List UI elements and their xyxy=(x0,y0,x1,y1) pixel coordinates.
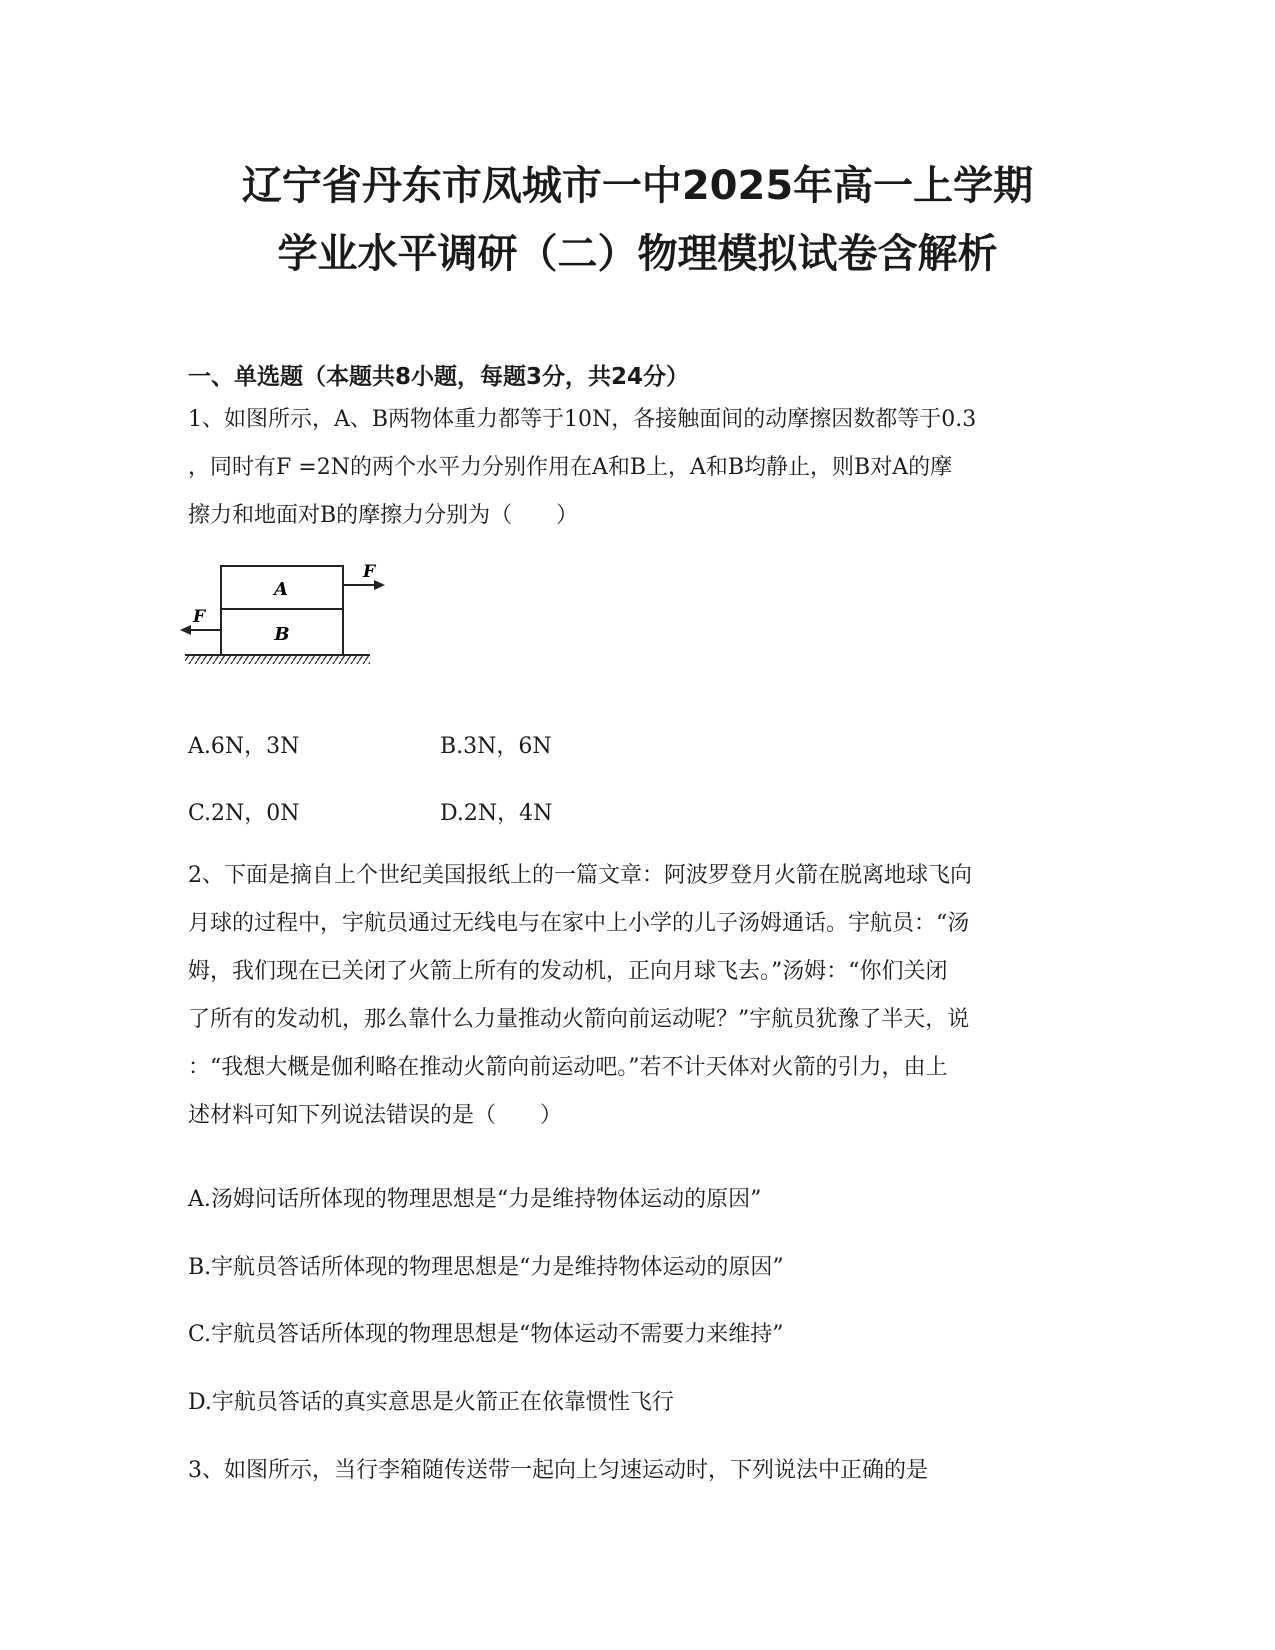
ground-hatching xyxy=(185,656,370,664)
q2-option-d: D.宇航员答话的真实意思是火箭正在依靠惯性飞行 xyxy=(188,1390,674,1415)
q2-line-5: ：“我想大概是伽利略在推动火箭向前运动吧。”若不计天体对火箭的引力，由上 xyxy=(188,1055,948,1080)
label-a: A xyxy=(274,579,288,600)
q1-line-2: ，同时有F =2N的两个水平力分别作用在A和B上，A和B均静止，则B对A的摩 xyxy=(188,455,953,480)
label-f-right: F xyxy=(362,562,376,582)
q1-option-c: C.2N，0N xyxy=(188,801,300,826)
q2-option-c: C.宇航员答话所体现的物理思想是“物体运动不需要力来维持” xyxy=(188,1322,784,1347)
q2-line-3: 姆，我们现在已关闭了火箭上所有的发动机，正向月球飞去。”汤姆：“你们关闭 xyxy=(188,959,948,984)
q1-line-3: 擦力和地面对B的摩擦力分别为（ ） xyxy=(188,503,579,528)
label-b: B xyxy=(274,624,290,645)
q2-line-6: 述材料可知下列说法错误的是（ ） xyxy=(188,1103,563,1128)
q2-line-2: 月球的过程中，宇航员通过无线电与在家中上小学的儿子汤姆通话。宇航员：“汤 xyxy=(188,911,970,936)
force-arrow-left-head xyxy=(180,625,191,635)
q1-option-b: B.3N，6N xyxy=(440,734,552,759)
q2-option-a: A.汤姆问话所体现的物理思想是“力是维持物体运动的原因” xyxy=(188,1187,762,1212)
title-line-1: 辽宁省丹东市凤城市一中2025年高一上学期 xyxy=(241,163,1034,209)
label-f-left: F xyxy=(192,607,206,627)
title-line-2: 学业水平调研（二）物理模拟试卷含解析 xyxy=(277,231,998,277)
q2-line-4: 了所有的发动机，那么靠什么力量推动火箭向前运动呢？”宇航员犹豫了半天，说 xyxy=(188,1007,970,1032)
question-1-text xyxy=(188,396,1088,540)
section-heading: 一、单选题（本题共8小题，每题3分，共24分） xyxy=(188,364,690,390)
q2-line-1: 2、下面是摘自上个世纪美国报纸上的一篇文章：阿波罗登月火箭在脱离地球飞向 xyxy=(188,863,972,888)
q1-block-diagram xyxy=(185,562,385,665)
document-title xyxy=(100,152,1175,288)
q1-option-d: D.2N，4N xyxy=(440,801,553,826)
question-2-text xyxy=(188,852,1088,1140)
q1-option-a: A.6N，3N xyxy=(188,734,300,759)
question-3-text: 3、如图所示，当行李箱随传送带一起向上匀速运动时，下列说法中正确的是 xyxy=(188,1458,928,1483)
force-arrow-right-head xyxy=(374,580,385,590)
q2-option-b: B.宇航员答话所体现的物理思想是“力是维持物体运动的原因” xyxy=(188,1255,784,1280)
q1-line-1: 1、如图所示，A、B两物体重力都等于10N，各接触面间的动摩擦因数都等于0.3 xyxy=(188,407,977,432)
